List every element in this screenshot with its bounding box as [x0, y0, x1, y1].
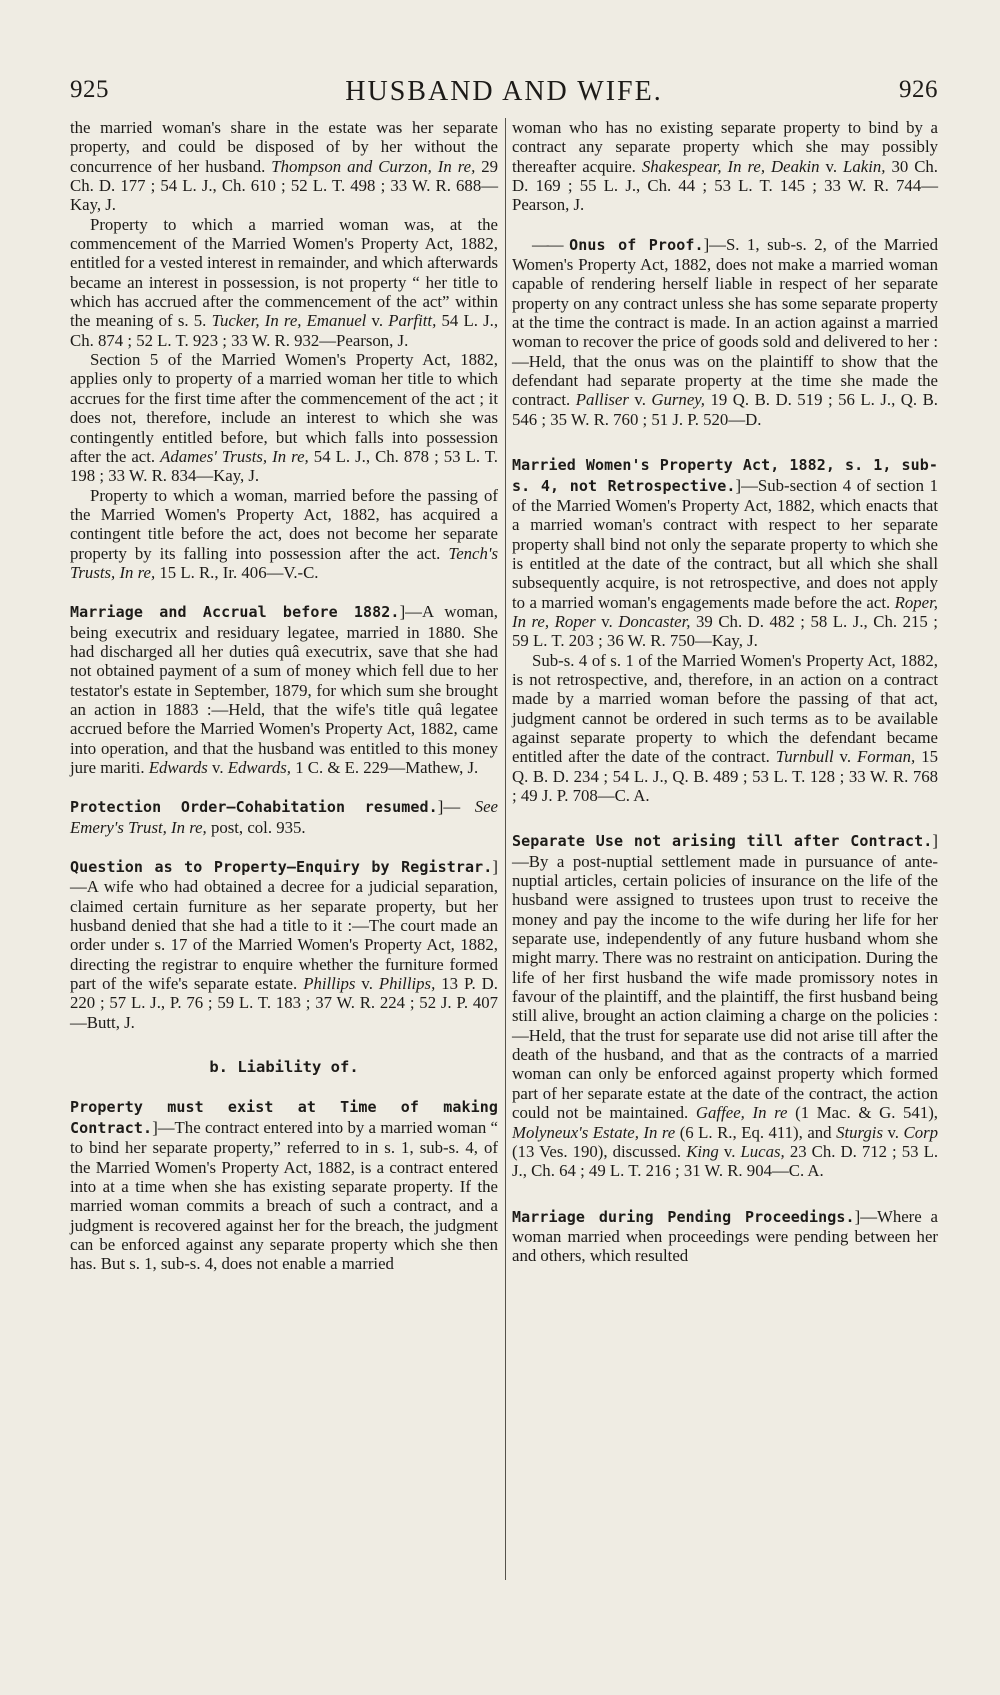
entry-heading: Onus of Proof.	[569, 235, 704, 254]
entry-heading: Marriage during Pending Proceedings.	[512, 1207, 855, 1226]
entry-marriage-pending-proceedings: Marriage during Pending Proceedings.]—Where a woman married when proceedings were pending between her and others, which resulted	[512, 1206, 938, 1266]
entry-mwpa-not-retrospective: Married Women's Property Act, 1882, s. 1, sub-s. 4, not Retrospective.]—Sub-section 4 of section 1 of the Married Women's Property Act, 1882, which enacts that a married woman's contract with respect to her separate property shall bind not only the separate property to which she is entitled at the date of the contract, but all which she shall subsequently acquire, is not retrospective, and does not apply to a married woman's engagements made before the act. Roper, In re, Roper v. Doncaster, 39 Ch. D. 482 ; 58 L. J., Ch. 215 ; 59 L. T. 203 ; 36 W. R. 750—Kay, J.	[512, 456, 938, 651]
right-column	[512, 118, 938, 1266]
entry-question-as-to-property: Question as to Property—Enquiry by Registrar.]—A wife who had obtained a decree for a judicial separation, claimed certain furniture as her separate property, but her husband denied that she had a title to it :—The court made an order under s. 17 of the Married Women's Property Act, 1882, directing the registrar to enquire whether the furniture formed part of the wife's separate estate. Phillips v. Phillips, 13 P. D. 220 ; 57 L. J., P. 76 ; 59 L. T. 183 ; 37 W. R. 224 ; 52 J. P. 407—Butt, J.	[70, 857, 498, 1032]
entry-heading: Separate Use not arising till after Contract.	[512, 832, 933, 851]
right-page-number: 926	[899, 76, 938, 103]
entry-heading: Property must exist at Time of making Contract.	[70, 1098, 498, 1137]
column-divider	[505, 118, 506, 1580]
entry-property-must-exist: Property must exist at Time of making Contract.]—The contract entered into by a married woman “ to bind her separate property,” referred to in s. 1, sub-s. 4, of the Married Women's Property Act, 1882, is a contract entered into at a time when she has existing separate property. If the married woman commits a breach of such a contract, and a judgment is recovered against her for the breach, the judgment can be enforced against any separate property which she then has. But s. 1, sub-s. 4, does not enable a married	[70, 1098, 498, 1274]
entry-heading: Protection Order—Cohabitation resumed.	[70, 798, 438, 817]
left-page-number: 925	[70, 76, 109, 103]
paragraph: Property to which a married woman was, at the commencement of the Married Women's Property Act, 1882, entitled for a vested interest in remainder, and which afterwards became an interest in possession, is not property “ her title to which has accrued after the commencement of the act” within the meaning of s. 5. Tucker, In re, Emanuel v. Parfitt, 54 L. J., Ch. 874 ; 52 L. T. 923 ; 33 W. R. 932—Pearson, J.	[70, 214, 499, 350]
paragraph: woman who has no existing separate property to bind by a contract any separate property which she may possibly thereafter acquire. Shakespear, In re, Deakin v. Lakin, 30 Ch. D. 169 ; 55 L. J., Ch. 44 ; 53 L. T. 145 ; 33 W. R. 744—Pearson, J.	[512, 118, 938, 215]
paragraph: Section 5 of the Married Women's Property Act, 1882, applies only to property of a married woman her title to which accrues for the first time after the commencement of the act ; it does not, therefore, include an interest to which she was contingently entitled before, but which falls into possession after the act. Adames' Trusts, In re, 54 L. J., Ch. 878 ; 53 L. T. 198 ; 33 W. R. 834—Kay, J.	[70, 350, 498, 486]
running-title: HUSBAND AND WIFE.	[345, 76, 663, 107]
paragraph: the married woman's share in the estate was her separate property, and could be disposed of by her without the concurrence of her husband. Thompson and Curzon, In re, 29 Ch. D. 177 ; 54 L. J., Ch. 610 ; 52 L. T. 498 ; 33 W. R. 688—Kay, J.	[70, 118, 498, 215]
entry-heading: Marriage and Accrual before 1882.	[70, 603, 400, 622]
entry-onus-of-proof: —— Onus of Proof.]—S. 1, sub-s. 2, of the Married Women's Property Act, 1882, does not make a married woman capable of rendering herself liable in respect of her separate property on any contract unless she has some separate property at the time the contract is made. In an action against a married woman to recover the price of goods sold and delivered to her :—Held, that the onus was on the plaintiff to show that the defendant had separate property at the time she made the contract. Palliser v. Gurney, 19 Q. B. D. 519 ; 56 L. J., Q. B. 546 ; 35 W. R. 760 ; 51 J. P. 520—D.	[512, 234, 938, 429]
left-column	[70, 118, 498, 1274]
paragraph: Property to which a woman, married before the passing of the Married Women's Property Act, 1882, has acquired a contingent title before the act, does not become her separate property by its falling into possession after the act. Tench's Trusts, In re, 15 L. R., Ir. 406—V.-C.	[70, 485, 498, 582]
entry-heading: Question as to Property—Enquiry by Registrar.	[70, 858, 493, 877]
entry-heading: Married Women's Property Act, 1882, s. 1, sub-s. 4, not Retrospective.	[512, 456, 938, 495]
paragraph: Sub-s. 4 of s. 1 of the Married Women's Property Act, 1882, is not retrospective, and, therefore, in an action on a contract made by a married woman before the passing of that act, judgment cannot be ordered in such terms as to be available against separate property to which the defendant became entitled after the date of the contract. Turnbull v. Forman, 15 Q. B. D. 234 ; 54 L. J., Q. B. 489 ; 53 L. T. 128 ; 33 W. R. 768 ; 49 J. P. 708—C. A.	[512, 650, 938, 805]
entry-marriage-and-accrual: Marriage and Accrual before 1882.]—A woman, being executrix and residuary legatee, married in 1880. She had discharged all her duties quâ executrix, save that she had not obtained payment of a sum of money which fell due to her testator's estate in September, 1879, for which sum she brought an action in 1883 :—Held, that the wife's title quâ legatee accrued before the Married Women's Property Act, 1882, came into operation, and that the husband was entitled to this money jure mariti. Edwards v. Edwards, 1 C. & E. 229—Mathew, J.	[70, 602, 498, 777]
page-header	[70, 76, 938, 116]
entry-separate-use: Separate Use not arising till after Contract.]—By a post-nuptial settlement made in pursuance of ante-nuptial articles, certain policies of insurance on the life of the husband were assigned to trustees upon trust to receive the money and pay the income to the wife during her life for her separate use, independently of any future husband whom she might marry. There was no restraint on anticipation. During the life of her first husband the wife made promissory notes in favour of the plaintiff, and the plaintiff, the first husband being still alive, brought an action claiming a charge on the policies :—Held, that the trust for separate use did not arise till after the death of the husband, and that as the contracts of a married woman can only be enforced against property which formed part of her separate estate at the date of the contract, the action could not be maintained. Gaffee, In re (1 Mac. & G. 541), Molyneux's Estate, In re (6 L. R., Eq. 411), and Sturgis v. Corp (13 Ves. 190), discussed. King v. Lucas, 23 Ch. D. 712 ; 53 L. J., Ch. 64 ; 49 L. T. 216 ; 31 W. R. 904—C. A.	[512, 831, 939, 1181]
entry-protection-order: Protection Order—Cohabitation resumed.]— See Emery's Trust, In re, post, col. 935.	[70, 797, 499, 837]
section-subheading: b. Liability of.	[209, 1058, 359, 1077]
